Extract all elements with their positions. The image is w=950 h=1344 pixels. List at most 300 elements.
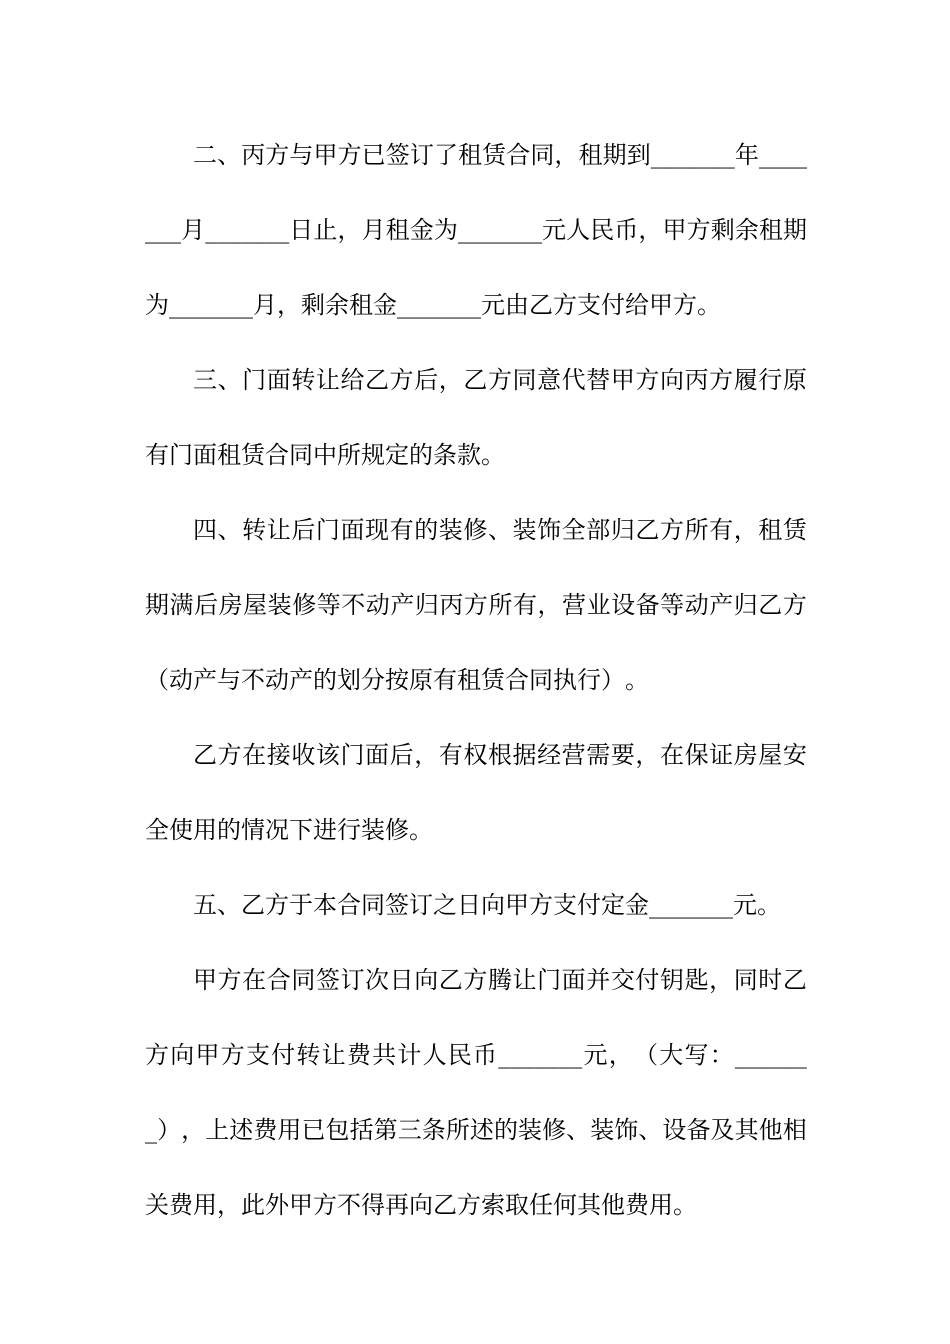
text-glyph: 备: [635, 591, 660, 619]
text-glyph: 租: [578, 141, 603, 169]
text-glyph: 意: [537, 366, 562, 394]
text-line: [145, 493, 807, 568]
text-glyph: 方: [686, 216, 711, 244]
text-glyph: 条: [433, 441, 457, 469]
text-glyph: 时: [758, 966, 783, 994]
text-glyph: 于: [289, 891, 313, 919]
text-glyph: 方: [217, 741, 242, 769]
text-glyph: 转: [291, 366, 316, 394]
text-glyph: 乙: [463, 366, 488, 394]
text-glyph: 门: [242, 366, 267, 394]
text-glyph: 。: [697, 291, 721, 319]
text-glyph: 此: [241, 1191, 265, 1219]
text-glyph: 后: [414, 366, 439, 394]
text-glyph: 、: [638, 1116, 663, 1144]
text-glyph: ，: [733, 516, 758, 544]
text-glyph: 款: [457, 441, 481, 469]
text-glyph: 月: [361, 216, 386, 244]
text-glyph: （: [145, 666, 169, 694]
text-glyph: 条: [421, 1116, 446, 1144]
text-glyph: 其: [734, 1116, 759, 1144]
text-glyph: 甲: [193, 966, 217, 994]
text-glyph: 次: [365, 966, 390, 994]
text-glyph: 代: [561, 366, 586, 394]
text-glyph: 合: [337, 891, 361, 919]
text-glyph: 与: [289, 141, 314, 169]
blank-fill-line: _: [145, 1116, 157, 1144]
text-glyph: 租: [758, 216, 783, 244]
text-glyph: 关: [145, 1191, 169, 1219]
text-glyph: 规: [361, 441, 385, 469]
text-glyph: 动: [169, 666, 193, 694]
text-glyph: 后: [389, 741, 414, 769]
text-glyph: 装: [267, 591, 292, 619]
text-glyph: 付: [635, 966, 660, 994]
text-glyph: 动: [365, 591, 390, 619]
text-glyph: 相: [782, 1116, 807, 1144]
text-glyph: 行: [337, 816, 361, 844]
text-glyph: 、: [217, 516, 242, 544]
text-glyph: 、: [217, 366, 242, 394]
text-glyph: 签: [315, 966, 340, 994]
text-glyph: 支: [553, 891, 577, 919]
blank-fill-line: ____: [758, 141, 807, 169]
blank-fill-line: _______: [397, 291, 481, 319]
text-glyph: 中: [313, 441, 337, 469]
text-glyph: 所: [684, 516, 709, 544]
text-glyph: 有: [709, 516, 734, 544]
text-glyph: 乙: [365, 366, 390, 394]
text-glyph: 由: [505, 291, 529, 319]
text-glyph: 订: [409, 141, 434, 169]
text-glyph: 有: [389, 516, 414, 544]
text-glyph: 任: [529, 1191, 553, 1219]
text-glyph: 合: [506, 141, 531, 169]
text-glyph: 归: [733, 591, 758, 619]
text-glyph: 方: [635, 366, 660, 394]
text-glyph: 他: [601, 1191, 625, 1219]
blank-fill-line: ___: [145, 216, 181, 244]
text-glyph: 门: [537, 966, 562, 994]
text-glyph: 述: [469, 1116, 494, 1144]
text-glyph: （: [633, 1041, 658, 1069]
text-glyph: 全: [145, 816, 169, 844]
text-glyph: 乙: [782, 966, 807, 994]
text-glyph: 不: [341, 591, 366, 619]
text-glyph: 有: [438, 741, 463, 769]
text-glyph: 年: [734, 141, 759, 169]
text-glyph: 及: [710, 1116, 735, 1144]
text-glyph: 权: [463, 741, 488, 769]
blank-fill-line: _______: [649, 891, 733, 919]
text-glyph: 合: [266, 966, 291, 994]
text-glyph: 费: [169, 1191, 193, 1219]
text-glyph: 匙: [684, 966, 709, 994]
text-glyph: 与: [217, 666, 241, 694]
text-glyph: 方: [782, 591, 807, 619]
text-glyph: 分: [361, 666, 385, 694]
text-glyph: 止: [313, 216, 338, 244]
text-glyph: 月: [253, 291, 277, 319]
text-glyph: 修: [292, 591, 317, 619]
text-glyph: 币: [473, 1041, 498, 1069]
text-line: [145, 343, 807, 418]
text-glyph: 装: [512, 516, 537, 544]
text-glyph: 交: [610, 966, 635, 994]
text-glyph: 月: [181, 216, 206, 244]
text-line: [145, 118, 807, 193]
text-glyph: 人: [566, 216, 591, 244]
text-glyph: 金: [409, 216, 434, 244]
text-glyph: 同: [361, 891, 385, 919]
text-glyph: 按: [385, 666, 409, 694]
text-glyph: 的: [313, 666, 337, 694]
blank-fill-line: ______: [734, 1041, 807, 1069]
text-glyph: 。: [409, 816, 433, 844]
text-glyph: 甲: [649, 291, 673, 319]
text-glyph: 之: [433, 891, 457, 919]
text-glyph: 进: [313, 816, 337, 844]
text-glyph: 向: [481, 891, 505, 919]
text-glyph: 乙: [241, 891, 265, 919]
text-glyph: 上: [205, 1116, 230, 1144]
text-glyph: 期: [602, 141, 627, 169]
text-glyph: 并: [586, 966, 611, 994]
text-glyph: ，: [337, 216, 362, 244]
text-glyph: 有: [433, 666, 457, 694]
text-glyph: 四: [193, 516, 217, 544]
text-glyph: 同: [733, 966, 758, 994]
text-glyph: 满: [169, 591, 194, 619]
text-glyph: 民: [447, 1041, 472, 1069]
text-glyph: 租: [457, 666, 481, 694]
text-glyph: 的: [409, 441, 433, 469]
text-glyph: 丙: [684, 366, 709, 394]
text-glyph: 让: [315, 366, 340, 394]
text-glyph: 所: [445, 1116, 470, 1144]
text-glyph: 备: [686, 1116, 711, 1144]
text-glyph: 其: [577, 1191, 601, 1219]
text-glyph: 屋: [758, 741, 783, 769]
text-glyph: 同: [291, 966, 316, 994]
text-glyph: 合: [265, 441, 289, 469]
text-glyph: 面: [365, 741, 390, 769]
text-glyph: 订: [340, 966, 365, 994]
text-glyph: 不: [241, 666, 265, 694]
text-glyph: 到: [626, 141, 651, 169]
text-glyph: 方: [463, 591, 488, 619]
text-glyph: 方: [553, 291, 577, 319]
text-glyph: 产: [193, 666, 217, 694]
text-glyph: 动: [265, 666, 289, 694]
text-glyph: 期: [782, 216, 807, 244]
text-glyph: 外: [265, 1191, 289, 1219]
text-glyph: 房: [218, 591, 243, 619]
text-glyph: 修: [542, 1116, 567, 1144]
text-glyph: 方: [673, 291, 697, 319]
text-glyph: 费: [625, 1191, 649, 1219]
text-glyph: 用: [193, 1191, 217, 1219]
text-glyph: 原: [782, 366, 807, 394]
text-glyph: 定: [601, 891, 625, 919]
text-glyph: 产: [390, 591, 415, 619]
text-glyph: 赁: [241, 441, 265, 469]
text-glyph: 向: [659, 366, 684, 394]
text-glyph: 等: [316, 591, 341, 619]
text-glyph: 第: [373, 1116, 398, 1144]
text-glyph: 租: [458, 141, 483, 169]
text-glyph: 腾: [487, 966, 512, 994]
text-glyph: 后: [194, 591, 219, 619]
text-glyph: 租: [385, 216, 410, 244]
text-glyph: 全: [561, 516, 586, 544]
text-glyph: 有: [512, 591, 537, 619]
text-glyph: 民: [590, 216, 615, 244]
text-glyph: 向: [414, 966, 439, 994]
text-glyph: 支: [245, 1041, 270, 1069]
text-glyph: 所: [337, 441, 361, 469]
text-glyph: 面: [266, 366, 291, 394]
text-glyph: 在: [242, 966, 267, 994]
text-glyph: 现: [365, 516, 390, 544]
text-glyph: 甲: [289, 1191, 313, 1219]
text-glyph: 后: [291, 516, 316, 544]
text-glyph: 不: [337, 1191, 361, 1219]
text-line: [145, 868, 807, 943]
text-glyph: 费: [346, 1041, 371, 1069]
text-glyph: 他: [758, 1116, 783, 1144]
text-glyph: 方: [389, 366, 414, 394]
text-glyph: 在: [659, 741, 684, 769]
text-glyph: 营: [561, 741, 586, 769]
text-glyph: 业: [586, 591, 611, 619]
text-glyph: 。: [481, 441, 505, 469]
text-glyph: 房: [733, 741, 758, 769]
text-glyph: 向: [409, 1191, 433, 1219]
text-glyph: 归: [610, 516, 635, 544]
text-glyph: 二: [193, 141, 217, 169]
text-glyph: 乙: [529, 291, 553, 319]
text-glyph: 、: [217, 141, 242, 169]
text-glyph: 需: [586, 741, 611, 769]
text-glyph: 大: [659, 1041, 684, 1069]
text-glyph: 归: [414, 591, 439, 619]
text-glyph: 同: [512, 366, 537, 394]
text-glyph: 方: [709, 366, 734, 394]
text-glyph: 剩: [301, 291, 325, 319]
text-glyph: 保: [684, 741, 709, 769]
text-glyph: ，: [709, 966, 734, 994]
text-glyph: 行: [577, 666, 601, 694]
text-glyph: 订: [409, 891, 433, 919]
text-glyph: 门: [315, 516, 340, 544]
text-glyph: 安: [782, 741, 807, 769]
text-glyph: 用: [277, 1116, 302, 1144]
text-glyph: 甲: [313, 141, 338, 169]
text-glyph: 修: [385, 816, 409, 844]
blank-fill-line: _______: [205, 216, 290, 244]
contract-text: [145, 118, 807, 1243]
text-glyph: ，: [537, 591, 562, 619]
text-glyph: 替: [586, 366, 611, 394]
text-glyph: 方: [145, 1041, 169, 1069]
text-glyph: 日: [289, 216, 314, 244]
text-glyph: 了: [433, 141, 458, 169]
text-glyph: 付: [577, 891, 601, 919]
text-glyph: 日: [457, 891, 481, 919]
text-glyph: 饰: [537, 516, 562, 544]
text-glyph: 面: [340, 516, 365, 544]
text-glyph: 乙: [758, 591, 783, 619]
text-glyph: 让: [266, 516, 291, 544]
text-glyph: 签: [385, 141, 410, 169]
text-glyph: 给: [625, 291, 649, 319]
text-glyph: 余: [734, 216, 759, 244]
text-glyph: 币: [614, 216, 639, 244]
text-glyph: 为: [145, 291, 169, 319]
text-glyph: 下: [289, 816, 313, 844]
text-glyph: 赁: [481, 666, 505, 694]
text-glyph: 收: [291, 741, 316, 769]
text-glyph: 让: [512, 966, 537, 994]
text-glyph: 部: [586, 516, 611, 544]
text-glyph: 让: [321, 1041, 346, 1069]
text-glyph: 赁: [482, 141, 507, 169]
text-glyph: 。: [625, 666, 649, 694]
text-glyph: 租: [217, 441, 241, 469]
text-glyph: 乙: [635, 516, 660, 544]
text-glyph: 装: [438, 516, 463, 544]
text-glyph: 行: [758, 366, 783, 394]
text-glyph: 甲: [662, 216, 687, 244]
text-glyph: 已: [361, 141, 386, 169]
text-glyph: 共: [372, 1041, 397, 1069]
text-glyph: 为: [433, 216, 458, 244]
text-glyph: 装: [590, 1116, 615, 1144]
text-glyph: 用: [193, 816, 217, 844]
text-glyph: 装: [518, 1116, 542, 1144]
text-glyph: 履: [733, 366, 758, 394]
text-glyph: 写: [684, 1041, 709, 1069]
text-glyph: 该: [315, 741, 340, 769]
text-glyph: 方: [265, 891, 289, 919]
text-glyph: 方: [487, 366, 512, 394]
text-glyph: 方: [457, 1191, 481, 1219]
text-glyph: ：: [709, 1041, 734, 1069]
text-glyph: 、: [487, 516, 512, 544]
text-glyph: 甲: [505, 891, 529, 919]
text-glyph: 括: [349, 1116, 374, 1144]
text-line: [145, 718, 807, 793]
text-glyph: 同: [530, 141, 555, 169]
text-glyph: 证: [709, 741, 734, 769]
text-glyph: 本: [313, 891, 337, 919]
text-glyph: ，: [638, 216, 663, 244]
text-line: [145, 193, 807, 268]
text-glyph: 要: [610, 741, 635, 769]
text-glyph: 何: [553, 1191, 577, 1219]
text-glyph: 等: [660, 591, 685, 619]
text-glyph: 丙: [439, 591, 464, 619]
text-line: [145, 793, 807, 868]
blank-fill-line: _______: [650, 141, 735, 169]
text-glyph: 剩: [710, 216, 735, 244]
text-line: [145, 1018, 807, 1093]
text-glyph: 方: [659, 516, 684, 544]
text-glyph: 赁: [782, 516, 807, 544]
text-glyph: 经: [537, 741, 562, 769]
text-glyph: 方: [217, 966, 242, 994]
text-glyph: 有: [145, 441, 169, 469]
text-glyph: 计: [397, 1041, 422, 1069]
text-glyph: 给: [340, 366, 365, 394]
text-glyph: 甲: [610, 366, 635, 394]
text-glyph: 执: [553, 666, 577, 694]
text-glyph: 、: [217, 891, 241, 919]
text-glyph: 使: [169, 816, 193, 844]
text-glyph: 门: [169, 441, 193, 469]
text-glyph: 产: [709, 591, 734, 619]
text-line: [145, 1093, 807, 1168]
blank-fill-line: _______: [498, 1041, 583, 1069]
text-glyph: ，: [608, 1041, 633, 1069]
text-glyph: 。: [757, 891, 781, 919]
text-glyph: ，: [181, 1116, 206, 1144]
text-glyph: 金: [625, 891, 649, 919]
text-glyph: 设: [611, 591, 636, 619]
text-glyph: ）: [157, 1116, 182, 1144]
text-glyph: 三: [193, 366, 217, 394]
text-glyph: 租: [349, 291, 373, 319]
text-glyph: 同: [289, 441, 313, 469]
blank-fill-line: _______: [169, 291, 253, 319]
text-glyph: 用: [649, 1191, 673, 1219]
text-glyph: 同: [529, 666, 553, 694]
text-glyph: 根: [487, 741, 512, 769]
text-glyph: 方: [265, 141, 290, 169]
text-glyph: 丙: [241, 141, 266, 169]
text-glyph: 支: [577, 291, 601, 319]
text-glyph: 人: [422, 1041, 447, 1069]
text-glyph: 合: [505, 666, 529, 694]
text-glyph: 元: [583, 1041, 608, 1069]
text-glyph: 索: [481, 1191, 505, 1219]
text-glyph: 余: [325, 291, 349, 319]
text-glyph: 。: [673, 1191, 697, 1219]
text-glyph: 原: [409, 666, 433, 694]
text-glyph: 乙: [193, 741, 217, 769]
text-glyph: 修: [463, 516, 488, 544]
text-glyph: 划: [337, 666, 361, 694]
text-glyph: 向: [170, 1041, 195, 1069]
text-glyph: ）: [601, 666, 625, 694]
text-glyph: ，: [438, 366, 463, 394]
blank-fill-line: _______: [457, 216, 542, 244]
text-glyph: 乙: [433, 1191, 457, 1219]
text-glyph: 在: [242, 741, 267, 769]
text-glyph: 日: [389, 966, 414, 994]
text-glyph: 的: [414, 516, 439, 544]
text-glyph: 饰: [614, 1116, 639, 1144]
text-glyph: 付: [601, 291, 625, 319]
text-glyph: 三: [397, 1116, 422, 1144]
text-glyph: 的: [217, 816, 241, 844]
text-glyph: 的: [493, 1116, 518, 1144]
text-glyph: 定: [385, 441, 409, 469]
text-glyph: 甲: [195, 1041, 220, 1069]
text-glyph: 金: [373, 291, 397, 319]
text-glyph: 再: [385, 1191, 409, 1219]
